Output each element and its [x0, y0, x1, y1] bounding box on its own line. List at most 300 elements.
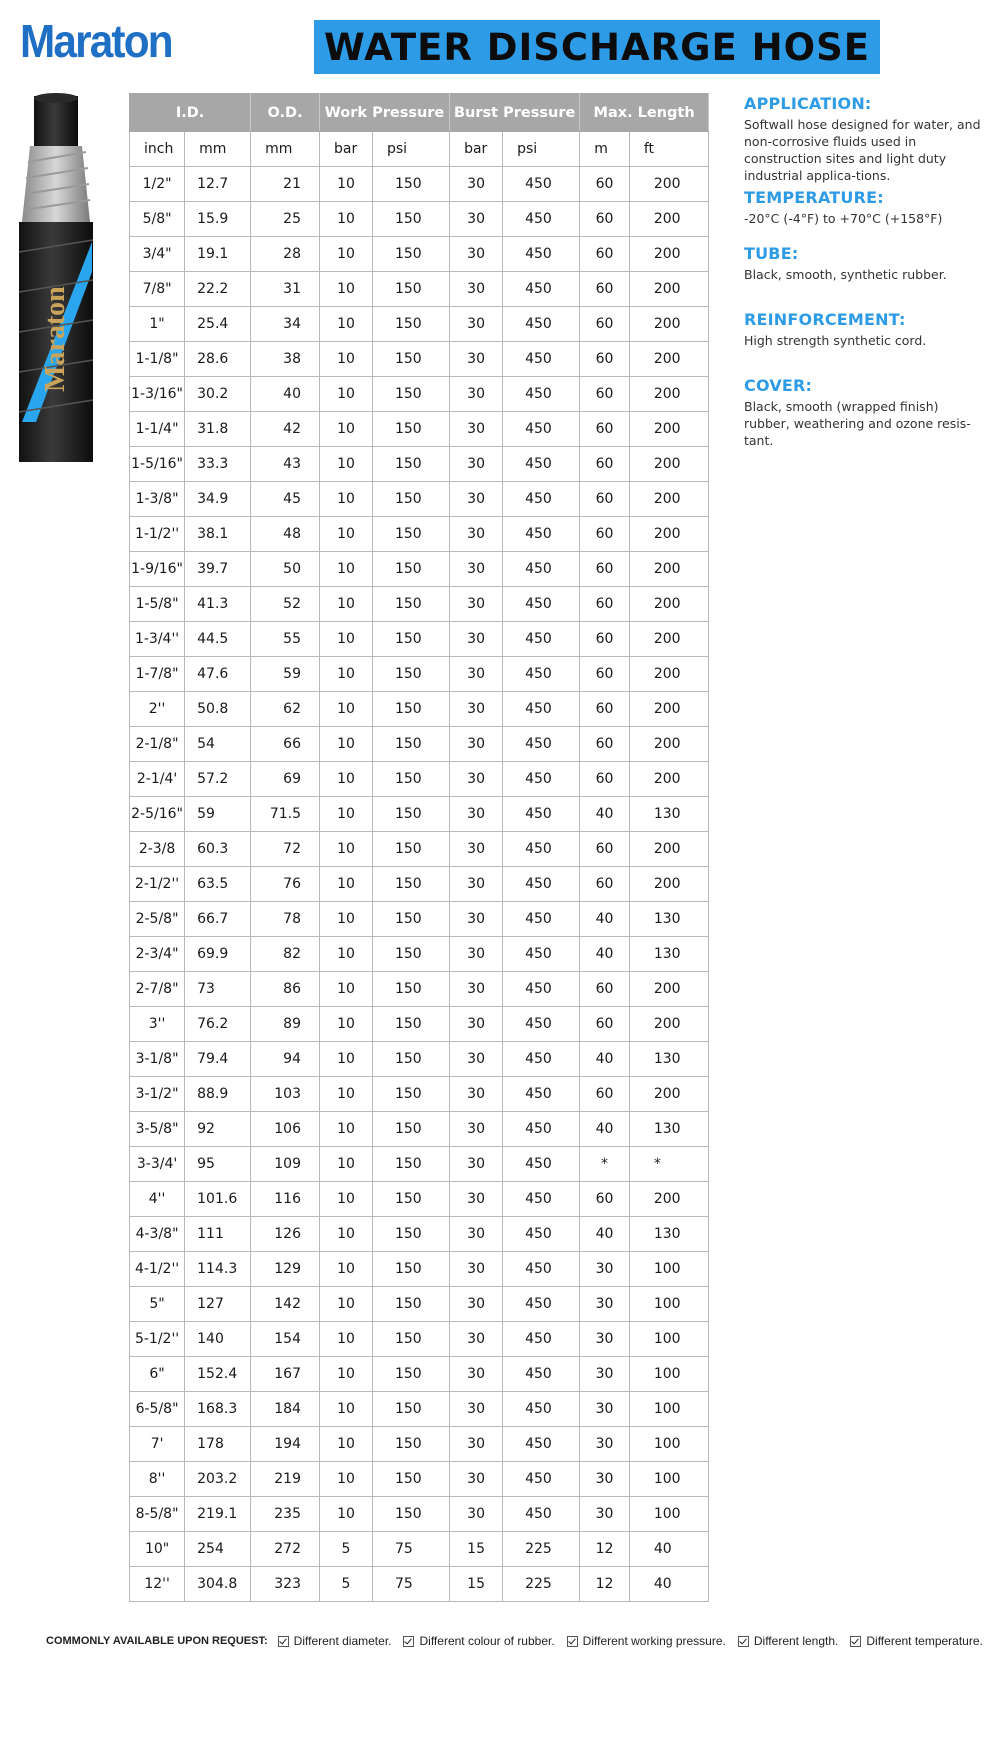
table-cell: 450	[503, 1147, 580, 1182]
table-row	[130, 1392, 709, 1427]
table-cell: 30	[580, 1357, 630, 1392]
table-cell: 71.5	[251, 797, 320, 832]
table-cell: 41.3	[185, 587, 251, 622]
table-cell: 150	[372, 237, 449, 272]
table-cell: 150	[372, 587, 449, 622]
table-cell: 10	[319, 902, 372, 937]
table-cell: 100	[629, 1427, 708, 1462]
hose-brand-label: Maraton	[40, 286, 71, 392]
table-row	[130, 1497, 709, 1532]
table-cell: 60	[580, 762, 630, 797]
table-cell: 10	[319, 972, 372, 1007]
table-cell: 200	[629, 167, 708, 202]
table-cell: 60	[580, 1182, 630, 1217]
table-group-header-row	[130, 94, 709, 132]
table-cell: 30	[450, 1287, 503, 1322]
table-cell: 30	[450, 447, 503, 482]
table-cell: 15.9	[185, 202, 251, 237]
table-cell: 2-1/4'	[130, 762, 185, 797]
header-max-length: Max. Length	[580, 94, 709, 132]
table-cell: 200	[629, 832, 708, 867]
table-row	[130, 307, 709, 342]
table-cell: 450	[503, 1042, 580, 1077]
table-cell: 219	[251, 1462, 320, 1497]
table-cell: 30	[450, 1252, 503, 1287]
table-cell: 10	[319, 1077, 372, 1112]
table-cell: 150	[372, 1322, 449, 1357]
table-cell: 116	[251, 1182, 320, 1217]
cover-heading: COVER:	[744, 376, 813, 395]
table-cell: 40	[580, 797, 630, 832]
table-cell: 200	[629, 377, 708, 412]
table-cell: 140	[185, 1322, 251, 1357]
table-cell: 1-3/4''	[130, 622, 185, 657]
table-cell: 10	[319, 692, 372, 727]
table-row	[130, 1532, 709, 1567]
table-cell: 30	[450, 1077, 503, 1112]
table-cell: 200	[629, 1077, 708, 1112]
table-cell: 1-3/8"	[130, 482, 185, 517]
table-cell: 22.2	[185, 272, 251, 307]
table-cell: 69	[251, 762, 320, 797]
footer-option-label: Different length.	[753, 1634, 839, 1648]
table-cell: 10	[319, 867, 372, 902]
table-cell: 5/8"	[130, 202, 185, 237]
table-cell: 10	[319, 377, 372, 412]
table-cell: 323	[251, 1567, 320, 1602]
table-cell: 52	[251, 587, 320, 622]
hose-spec-table	[129, 93, 709, 1602]
table-cell: 19.1	[185, 237, 251, 272]
table-row	[130, 1322, 709, 1357]
table-cell: 3-1/8"	[130, 1042, 185, 1077]
table-cell: 10	[319, 482, 372, 517]
table-cell: 50	[251, 552, 320, 587]
table-cell: 30	[450, 482, 503, 517]
table-cell: 150	[372, 657, 449, 692]
table-cell: 31	[251, 272, 320, 307]
table-cell: 150	[372, 1427, 449, 1462]
table-cell: 304.8	[185, 1567, 251, 1602]
table-cell: 44.5	[185, 622, 251, 657]
table-cell: 60	[580, 867, 630, 902]
table-cell: 60	[580, 447, 630, 482]
table-cell: 450	[503, 552, 580, 587]
table-cell: 82	[251, 937, 320, 972]
table-cell: 450	[503, 587, 580, 622]
footer-option-label: Different working pressure.	[582, 1634, 726, 1648]
table-row	[130, 972, 709, 1007]
table-cell: 7/8"	[130, 272, 185, 307]
tube-text: Black, smooth, synthetic rubber.	[744, 267, 947, 282]
table-cell: 1-7/8"	[130, 657, 185, 692]
hose-image	[16, 92, 116, 464]
table-cell: 59	[251, 657, 320, 692]
table-cell: 30	[450, 552, 503, 587]
table-cell: 130	[629, 937, 708, 972]
table-row	[130, 1427, 709, 1462]
table-cell: 150	[372, 622, 449, 657]
table-cell: 40	[580, 937, 630, 972]
table-cell: 450	[503, 237, 580, 272]
table-cell: 450	[503, 272, 580, 307]
table-cell: 150	[372, 1497, 449, 1532]
table-cell: 21	[251, 167, 320, 202]
table-cell: 10	[319, 1427, 372, 1462]
table-cell: 203.2	[185, 1462, 251, 1497]
footer-option-label: Different temperature.	[866, 1634, 983, 1648]
maraton-logo: Maraton	[20, 15, 172, 67]
table-cell: 150	[372, 1077, 449, 1112]
reinforcement-text: High strength synthetic cord.	[744, 333, 927, 348]
table-body	[130, 167, 709, 1602]
table-cell: 10	[319, 342, 372, 377]
table-cell: 15	[450, 1532, 503, 1567]
table-cell: 28	[251, 237, 320, 272]
table-cell: 10	[319, 202, 372, 237]
table-cell: 10	[319, 1182, 372, 1217]
table-cell: 150	[372, 1147, 449, 1182]
table-cell: 30	[450, 797, 503, 832]
unit-header: inch	[130, 132, 185, 167]
table-cell: 10	[319, 1462, 372, 1497]
table-cell: 60	[580, 692, 630, 727]
table-cell: 30	[450, 1007, 503, 1042]
table-cell: 30	[450, 377, 503, 412]
table-cell: 30	[580, 1462, 630, 1497]
table-cell: 30	[580, 1497, 630, 1532]
footer-lead: COMMONLY AVAILABLE UPON REQUEST:	[46, 1635, 268, 1647]
table-cell: 60	[580, 237, 630, 272]
table-cell: 225	[503, 1532, 580, 1567]
table-cell: 150	[372, 832, 449, 867]
table-cell: 30	[450, 867, 503, 902]
table-cell: 66.7	[185, 902, 251, 937]
table-cell: 450	[503, 622, 580, 657]
table-cell: 150	[372, 377, 449, 412]
table-cell: 60	[580, 657, 630, 692]
table-cell: 235	[251, 1497, 320, 1532]
table-cell: 100	[629, 1392, 708, 1427]
table-cell: 103	[251, 1077, 320, 1112]
table-row	[130, 1287, 709, 1322]
table-cell: 30	[450, 1217, 503, 1252]
table-cell: 200	[629, 762, 708, 797]
table-cell: 25	[251, 202, 320, 237]
table-cell: 40	[629, 1567, 708, 1602]
table-cell: 167	[251, 1357, 320, 1392]
table-cell: 450	[503, 867, 580, 902]
application-heading: APPLICATION:	[744, 94, 872, 113]
table-cell: 15	[450, 1567, 503, 1602]
table-cell: 40	[580, 1112, 630, 1147]
table-cell: 10	[319, 1252, 372, 1287]
table-cell: 450	[503, 1217, 580, 1252]
table-cell: 60	[580, 832, 630, 867]
table-cell: 55	[251, 622, 320, 657]
table-cell: 100	[629, 1322, 708, 1357]
table-cell: 31.8	[185, 412, 251, 447]
table-cell: 200	[629, 517, 708, 552]
table-cell: 43	[251, 447, 320, 482]
table-cell: 10	[319, 1042, 372, 1077]
table-cell: 89	[251, 1007, 320, 1042]
table-row	[130, 1252, 709, 1287]
table-cell: 111	[185, 1217, 251, 1252]
table-cell: 10	[319, 237, 372, 272]
table-row	[130, 1112, 709, 1147]
table-cell: 40	[629, 1532, 708, 1567]
table-cell: 2-1/2''	[130, 867, 185, 902]
table-cell: 30	[450, 272, 503, 307]
table-cell: 30	[450, 1112, 503, 1147]
table-cell: 3''	[130, 1007, 185, 1042]
table-cell: 10	[319, 657, 372, 692]
table-row	[130, 377, 709, 412]
table-cell: 10	[319, 412, 372, 447]
table-cell: 39.7	[185, 552, 251, 587]
table-cell: 10	[319, 797, 372, 832]
checkbox-icon	[278, 1636, 289, 1647]
table-row	[130, 237, 709, 272]
table-cell: 450	[503, 1007, 580, 1042]
table-cell: 150	[372, 1252, 449, 1287]
table-cell: 450	[503, 1182, 580, 1217]
table-cell: 10	[319, 1217, 372, 1252]
table-cell: 63.5	[185, 867, 251, 902]
table-cell: 6"	[130, 1357, 185, 1392]
table-cell: 7'	[130, 1427, 185, 1462]
tube-section	[744, 244, 984, 310]
table-cell: 10	[319, 167, 372, 202]
table-cell: 30	[580, 1322, 630, 1357]
footer-option	[278, 1634, 392, 1648]
table-cell: 30	[580, 1427, 630, 1462]
table-cell: 2-7/8"	[130, 972, 185, 1007]
table-cell: 150	[372, 692, 449, 727]
table-cell: 12	[580, 1567, 630, 1602]
table-cell: 3-1/2"	[130, 1077, 185, 1112]
table-cell: 178	[185, 1427, 251, 1462]
table-cell: 106	[251, 1112, 320, 1147]
table-cell: 4-1/2''	[130, 1252, 185, 1287]
table-cell: 450	[503, 937, 580, 972]
table-row	[130, 1077, 709, 1112]
table-cell: 30	[450, 832, 503, 867]
table-cell: 150	[372, 412, 449, 447]
table-cell: 1-5/16"	[130, 447, 185, 482]
table-cell: 30	[450, 1322, 503, 1357]
table-cell: 1-5/8"	[130, 587, 185, 622]
table-row	[130, 937, 709, 972]
checkbox-icon	[403, 1636, 414, 1647]
table-cell: 30	[580, 1392, 630, 1427]
table-cell: 30.2	[185, 377, 251, 412]
table-cell: 95	[185, 1147, 251, 1182]
table-cell: 10	[319, 622, 372, 657]
table-cell: 150	[372, 1182, 449, 1217]
table-cell: 200	[629, 972, 708, 1007]
table-cell: 200	[629, 1182, 708, 1217]
table-row	[130, 552, 709, 587]
table-cell: 150	[372, 972, 449, 1007]
table-cell: 10	[319, 517, 372, 552]
table-cell: 86	[251, 972, 320, 1007]
table-cell: 5-1/2''	[130, 1322, 185, 1357]
table-cell: 109	[251, 1147, 320, 1182]
table-cell: 150	[372, 447, 449, 482]
table-cell: 30	[450, 972, 503, 1007]
header-burst-pressure: Burst Pressure	[450, 94, 580, 132]
checkbox-icon	[567, 1636, 578, 1647]
table-cell: 10	[319, 1007, 372, 1042]
table-cell: 30	[450, 1147, 503, 1182]
table-cell: 184	[251, 1392, 320, 1427]
table-cell: 30	[450, 412, 503, 447]
table-cell: 150	[372, 167, 449, 202]
table-cell: 60	[580, 342, 630, 377]
table-cell: 450	[503, 1357, 580, 1392]
table-row	[130, 832, 709, 867]
table-cell: 34	[251, 307, 320, 342]
table-cell: 150	[372, 1392, 449, 1427]
table-cell: 75	[372, 1567, 449, 1602]
table-cell: 5	[319, 1532, 372, 1567]
table-cell: 60	[580, 482, 630, 517]
table-cell: 1-1/2''	[130, 517, 185, 552]
table-cell: 272	[251, 1532, 320, 1567]
table-cell: 28.6	[185, 342, 251, 377]
table-cell: 225	[503, 1567, 580, 1602]
table-cell: 150	[372, 902, 449, 937]
table-cell: 129	[251, 1252, 320, 1287]
table-row	[130, 1357, 709, 1392]
table-cell: 450	[503, 202, 580, 237]
table-cell: 60.3	[185, 832, 251, 867]
table-cell: 1-1/8"	[130, 342, 185, 377]
table-cell: 200	[629, 587, 708, 622]
table-cell: 60	[580, 622, 630, 657]
table-cell: 40	[580, 902, 630, 937]
table-row	[130, 657, 709, 692]
table-cell: 40	[251, 377, 320, 412]
table-cell: 1/2"	[130, 167, 185, 202]
table-cell: 194	[251, 1427, 320, 1462]
table-row	[130, 1182, 709, 1217]
table-cell: 45	[251, 482, 320, 517]
table-cell: *	[629, 1147, 708, 1182]
footer-option-label: Different colour of rubber.	[419, 1634, 555, 1648]
table-cell: 12	[580, 1532, 630, 1567]
table-cell: 150	[372, 552, 449, 587]
header-id: I.D.	[130, 94, 251, 132]
table-cell: 60	[580, 412, 630, 447]
table-cell: 450	[503, 447, 580, 482]
table-cell: 450	[503, 902, 580, 937]
checkbox-icon	[738, 1636, 749, 1647]
table-row	[130, 727, 709, 762]
unit-header: psi	[372, 132, 449, 167]
table-row	[130, 692, 709, 727]
table-cell: 66	[251, 727, 320, 762]
table-cell: 1-9/16"	[130, 552, 185, 587]
unit-header: m	[580, 132, 630, 167]
table-cell: 60	[580, 307, 630, 342]
table-cell: 92	[185, 1112, 251, 1147]
table-cell: 2-3/4"	[130, 937, 185, 972]
table-cell: 30	[450, 167, 503, 202]
table-cell: 10	[319, 1392, 372, 1427]
table-cell: 200	[629, 412, 708, 447]
table-cell: 450	[503, 1462, 580, 1497]
table-cell: 48	[251, 517, 320, 552]
table-cell: 78	[251, 902, 320, 937]
table-cell: 2-1/8"	[130, 727, 185, 762]
table-cell: 5	[319, 1567, 372, 1602]
table-cell: 10	[319, 447, 372, 482]
reinforcement-heading: REINFORCEMENT:	[744, 310, 906, 329]
table-row	[130, 902, 709, 937]
table-cell: 10	[319, 1112, 372, 1147]
table-row	[130, 762, 709, 797]
table-cell: 30	[450, 1042, 503, 1077]
table-cell: 60	[580, 727, 630, 762]
table-cell: 30	[450, 1182, 503, 1217]
table-cell: 30	[450, 762, 503, 797]
table-cell: 10	[319, 762, 372, 797]
table-cell: 130	[629, 1042, 708, 1077]
table-cell: 154	[251, 1322, 320, 1357]
table-cell: 200	[629, 307, 708, 342]
table-cell: 10	[319, 727, 372, 762]
table-cell: 30	[450, 1357, 503, 1392]
table-cell: 100	[629, 1497, 708, 1532]
table-cell: 60	[580, 167, 630, 202]
title-banner	[314, 20, 880, 74]
table-cell: 254	[185, 1532, 251, 1567]
table-row	[130, 517, 709, 552]
table-cell: 450	[503, 692, 580, 727]
table-cell: 10	[319, 307, 372, 342]
table-cell: 40	[580, 1217, 630, 1252]
table-cell: 33.3	[185, 447, 251, 482]
table-cell: 30	[450, 237, 503, 272]
application-section	[744, 94, 984, 188]
table-cell: 450	[503, 342, 580, 377]
table-row	[130, 1567, 709, 1602]
cover-text: Black, smooth (wrapped finish) rubber, weathering and ozone resis-tant.	[744, 399, 971, 448]
table-cell: 1-3/16"	[130, 377, 185, 412]
table-row	[130, 482, 709, 517]
table-cell: 3-3/4'	[130, 1147, 185, 1182]
table-cell: 30	[450, 587, 503, 622]
table-cell: 450	[503, 412, 580, 447]
table-cell: 10	[319, 1357, 372, 1392]
table-cell: 75	[372, 1532, 449, 1567]
table-cell: 150	[372, 727, 449, 762]
table-cell: 3/4"	[130, 237, 185, 272]
table-cell: 12''	[130, 1567, 185, 1602]
table-cell: 60	[580, 377, 630, 412]
table-cell: 30	[450, 622, 503, 657]
table-cell: 450	[503, 1427, 580, 1462]
temperature-heading: TEMPERATURE:	[744, 188, 884, 207]
table-cell: 150	[372, 797, 449, 832]
table-cell: 127	[185, 1287, 251, 1322]
table-cell: 126	[251, 1217, 320, 1252]
table-cell: 10	[319, 937, 372, 972]
checkbox-icon	[850, 1636, 861, 1647]
